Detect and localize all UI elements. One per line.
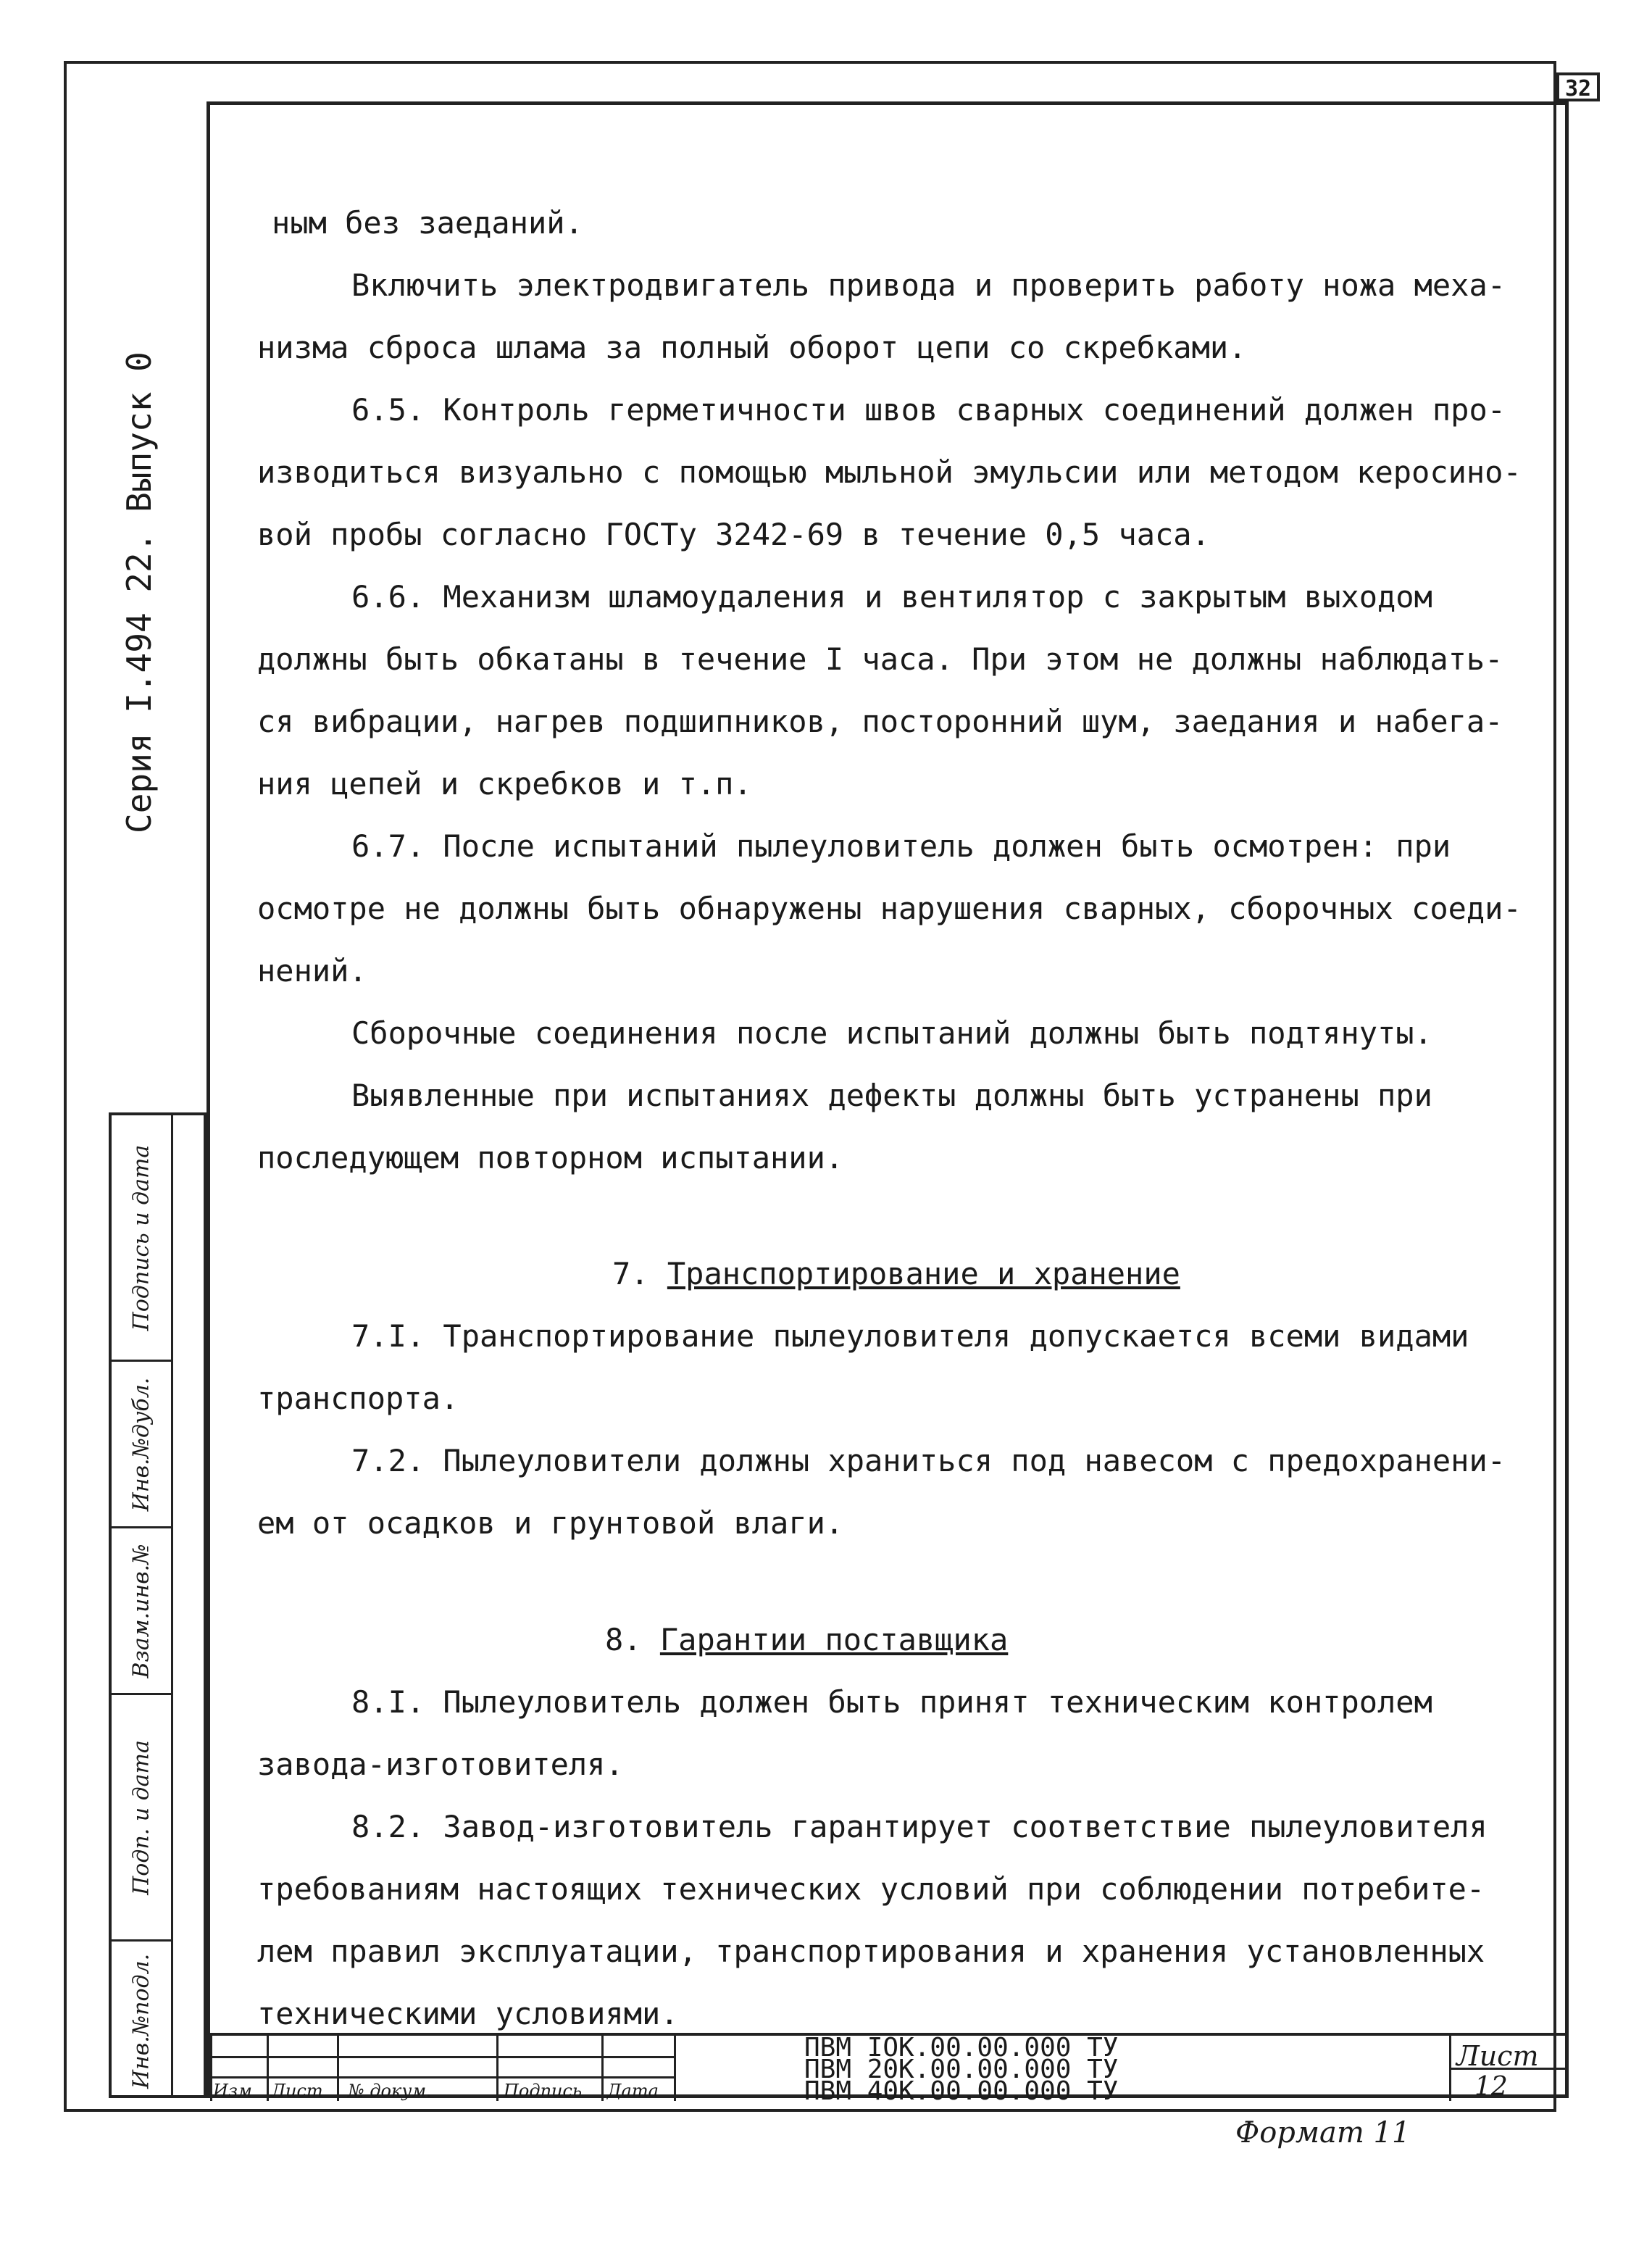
document-codes (804, 2033, 1119, 2106)
col-label: Подпись (504, 2081, 583, 2101)
text-line: изводиться визуально с помощью мыльной эмульсии или методом керосино- (257, 454, 1522, 490)
text-line: лем правил эксплуатации, транспортирования и хранения установленных (257, 1934, 1485, 1969)
text-line: Сборочные соединения после испытаний должны быть подтянуты. (351, 1015, 1432, 1051)
text-line: низма сброса шлама за полный оборот цепи со скребками. (257, 330, 1247, 365)
text-line: вой пробы согласно ГОСТу 3242-69 в течение 0,5 часа. (257, 517, 1210, 552)
doc-code: ПВМ 20К.00.00.000 ТУ (804, 2055, 1119, 2084)
text-line: 8.2. Завод-изготовитель гарантирует соответствие пылеуловителя (351, 1809, 1488, 1844)
text-line: 6.6. Механизм шламоудаления и вентилятор с закрытым выходом (351, 579, 1432, 615)
doc-code: ПВМ IOК.00.00.000 ТУ (804, 2033, 1119, 2063)
sidebar-stamp (109, 1112, 206, 2098)
grid-line (601, 2036, 604, 2101)
sidebar-label-column (112, 1115, 173, 2095)
section-7-title: Транспортирование и хранение (667, 1256, 1180, 1291)
col-label: Лист (271, 2081, 323, 2101)
sidebar-cell: Подпись и дата (112, 1115, 171, 1362)
text-line: осмотре не должны быть обнаружены нарушения сварных, сборочных соеди- (257, 891, 1522, 926)
text-line: ния цепей и скребков и т.п. (257, 766, 752, 802)
text-line: ным без заеданий. (272, 205, 583, 241)
text-line: ся вибрации, нагрев подшипников, посторонний шум, заедания и набега- (257, 704, 1503, 739)
col-label: № докум. (348, 2081, 432, 2101)
text-line: Выявленные при испытаниях дефекты должны быть устранены при (351, 1078, 1432, 1113)
text-line: последующем повторном испытании. (257, 1140, 844, 1175)
text-line: транспорта. (257, 1381, 459, 1416)
text-line: 6.7. После испытаний пылеуловитель должен быть осмотрен: при (351, 828, 1451, 864)
text-line: 7.I. Транспортирование пылеуловителя допускается всеми видами (351, 1318, 1469, 1354)
grid-line (496, 2036, 498, 2101)
section-8-heading (605, 1609, 1008, 1671)
text-line: завода-изготовителя. (257, 1747, 624, 1782)
section-7-heading (612, 1243, 1180, 1305)
text-line: должны быть обкатаны в течение I часа. При этом не должны наблюдать- (257, 641, 1503, 677)
text-line: 8.I. Пылеуловитель должен быть принят техническим контролем (351, 1684, 1432, 1720)
sidebar-cell: Подп. и дата (112, 1695, 171, 1942)
text-line: 6.5. Контроль герметичности швов сварных соединений должен про- (351, 392, 1506, 428)
text-line: 7.2. Пылеуловители должны храниться под навесом с предохранени- (351, 1443, 1506, 1478)
text-line: нений. (257, 953, 367, 989)
grid-line (267, 2036, 269, 2101)
grid-line (210, 2056, 674, 2058)
section-8-number: 8. (605, 1622, 642, 1657)
text-line: техническими условиями. (257, 1996, 679, 2031)
sidebar-cell: Инв.№дубл. (112, 1362, 171, 1528)
grid-line (337, 2036, 339, 2101)
sheet-number: 12 (1474, 2072, 1508, 2102)
page-number-top: 32 (1556, 72, 1600, 101)
series-label: Серия I.494 22. Выпуск 0 (120, 351, 159, 833)
grid-line (210, 2036, 212, 2101)
sidebar-cell: Взам.инв.№ (112, 1528, 171, 1695)
doc-code: ПВМ 40К.00.00.000 ТУ (804, 2076, 1119, 2106)
text-line: ем от осадков и грунтовой влаги. (257, 1505, 844, 1541)
text-line: требованиям настоящих технических условий при соблюдении потребите- (257, 1871, 1485, 1907)
grid-line (674, 2036, 676, 2101)
col-label: Изм (213, 2081, 252, 2101)
section-7-number: 7. (612, 1256, 649, 1291)
col-label: Дата (607, 2081, 659, 2101)
sidebar-cell: Инв.№подл. (128, 1953, 154, 2089)
sheet-label: Лист (1456, 2040, 1539, 2072)
section-8-title: Гарантии поставщика (659, 1622, 1009, 1657)
text-line: Включить электродвигатель привода и проверить работу ножа меха- (351, 267, 1506, 303)
grid-line (210, 2076, 674, 2078)
title-block (210, 2033, 1565, 2106)
format-label: Формат 11 (1235, 2116, 1411, 2150)
